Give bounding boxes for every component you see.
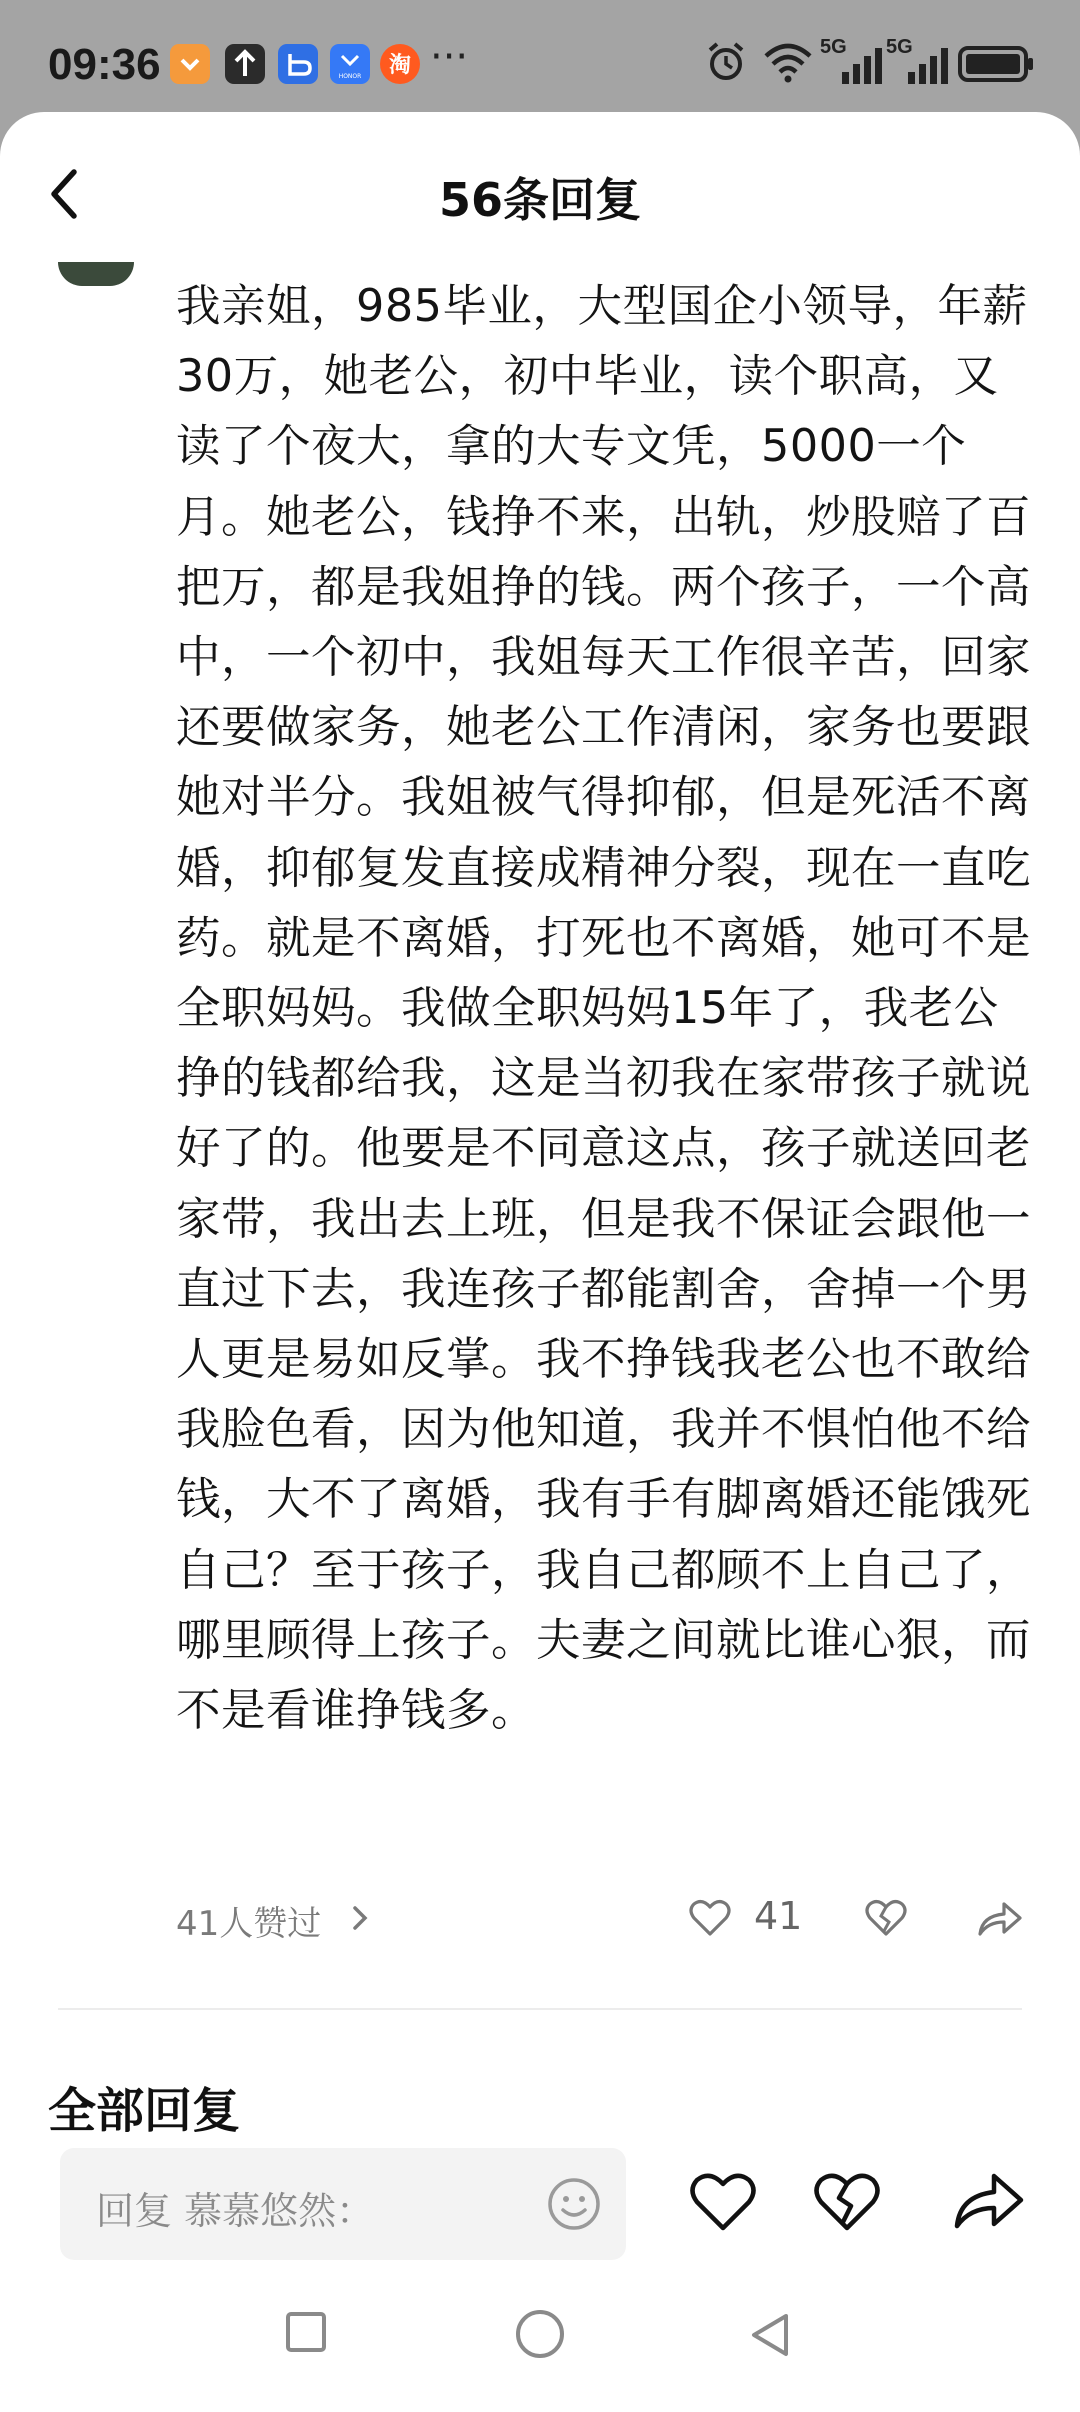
wifi-icon (762, 40, 814, 84)
avatar[interactable] (58, 262, 134, 286)
svg-text:淘: 淘 (388, 53, 412, 78)
alarm-icon (704, 40, 748, 84)
battery-icon (958, 46, 1036, 82)
app-notification-icon (170, 44, 210, 84)
like-count: 41 (754, 1894, 803, 1938)
liked-by-link[interactable]: 41人赞过 (176, 1904, 322, 1944)
signal-5g-icon: 5G (820, 38, 890, 88)
divider (58, 2008, 1022, 2010)
like-icon[interactable] (688, 1898, 732, 1938)
replies-sheet (0, 112, 1080, 2412)
honor-icon (330, 44, 370, 84)
taobao-icon (380, 44, 420, 84)
more-notifications-icon: ··· (430, 34, 469, 80)
emoji-icon[interactable] (546, 2176, 602, 2232)
home-button[interactable] (516, 2310, 564, 2358)
dislike-icon[interactable] (864, 1898, 908, 1938)
recents-button[interactable] (286, 2312, 326, 2352)
section-title-all-replies: 全部回复 (48, 2083, 241, 2139)
dislike-button[interactable] (812, 2170, 882, 2234)
nav-back-button[interactable] (746, 2310, 796, 2360)
baidu-netdisk-icon (278, 44, 318, 84)
share-icon[interactable] (976, 1900, 1024, 1938)
like-button[interactable] (688, 2170, 758, 2234)
chevron-right-icon[interactable] (350, 1904, 370, 1932)
reply-placeholder: 回复 慕慕悠然： (96, 2189, 375, 2233)
sheet-header (0, 112, 1080, 272)
comment-actions (176, 1892, 1036, 1952)
upload-icon (225, 44, 265, 84)
svg-text:HONOR: HONOR (338, 73, 362, 80)
share-button[interactable] (952, 2170, 1026, 2232)
status-bar (0, 0, 1080, 130)
page-title: 56条回复 (438, 173, 641, 227)
reply-input[interactable] (60, 2148, 626, 2260)
comment-text: 我亲姐，985毕业，大型国企小领导，年薪30万，她老公，初中毕业，读个职高，又读了个夜大，拿的大专文凭，5000一个月。她老公，钱挣不来，出轨，炒股赔了百把万，都是我姐挣的钱。两个孩子，一个高中，一个初中，我姐每天工作很辛苦，回家还要做家务，她老公工作清闲，家务也要跟她对半分。我姐被气得抑郁，但是死活不离婚，抑郁复发直接成精神分裂，现在一直吃药。就是不离婚，打死也不离婚，她可不是全职妈妈。我做全职妈妈15年了，我老公挣的钱都给我，这是当初我在家带孩子就说好了的。他要是不同意这点，孩子就送回老家带，我出去上班，但是我不保证会跟他一直过下去，我连孩子都能割舍，舍掉一个男人更是易如反掌。我不挣钱我老公也不敢给我脸色看，因为他知道，我并不惧怕他不给钱，大不了离婚，我有手有脚离婚还能饿死自己？至于孩子，我自己都顾不上自己了，哪里顾得上孩子。夫妻之间就比谁心狠，而不是看谁挣钱多。 (176, 281, 1032, 1737)
signal-5g-icon-2: 5G (886, 38, 956, 88)
status-time: 09:36 (48, 40, 161, 89)
